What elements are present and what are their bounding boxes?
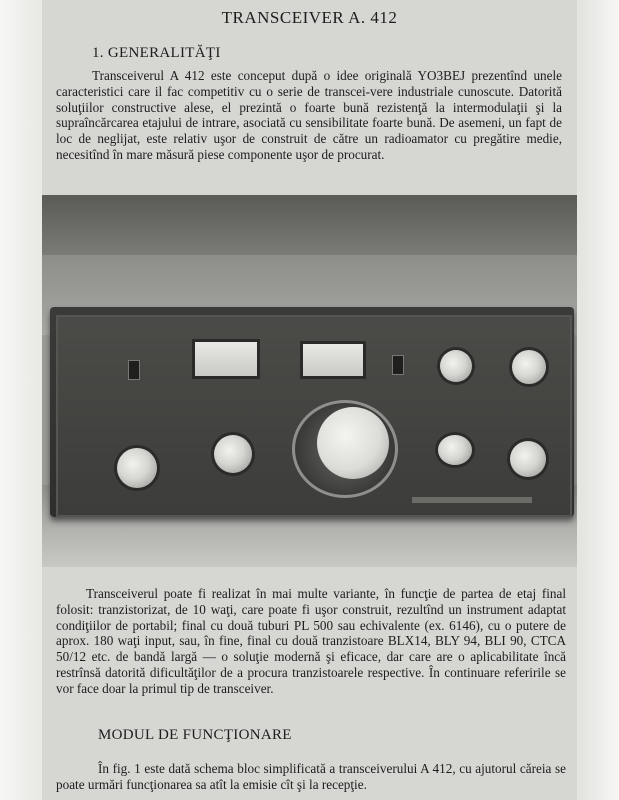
knob-bottom-right-2 bbox=[510, 441, 546, 477]
knob-bottom-left bbox=[117, 448, 157, 488]
photo-shadow bbox=[42, 195, 577, 255]
panel-label-strip bbox=[412, 497, 532, 503]
paragraph-block-diagram: În fig. 1 este dată schema bloc simplificată a transceiverului A 412, cu ajutorul căreia se poate urmări funcţionarea sa atît la emisie cît şi la recepţie. bbox=[56, 761, 566, 792]
knob-top-right-2 bbox=[512, 350, 546, 384]
tuning-dial-knob bbox=[317, 407, 389, 479]
page-title: TRANSCEIVER A. 412 bbox=[221, 8, 398, 27]
paragraph-intro: Transceiverul A 412 este conceput după o idee originală YO3BEJ prezentînd unele caracteristici care il fac competitiv cu o serie de transcei-vere industriale cunoscute. Datorită soluţiilor constructive alese, el prezintă o foarte bună rezistenţă la intermodulaţii şi la supraîncărcarea etajului de intrare, asociată cu sensibilitate foarte bună. De asemeni, un fapt de loc de neglijat, este relativ uşor de construit de către un radioamator cu pregătire medie, necesitînd în mare măsură piese componente uşor de procurat. bbox=[56, 68, 562, 162]
meter-left bbox=[192, 339, 260, 379]
transceiver-photo bbox=[42, 195, 577, 567]
section-heading-functionare: MODUL DE FUNCŢIONARE bbox=[98, 727, 292, 743]
knob-bottom-right-1 bbox=[438, 435, 472, 465]
toggle-switch bbox=[392, 355, 404, 375]
knob-mid-left bbox=[214, 435, 252, 473]
knob-top-right-1 bbox=[440, 350, 472, 382]
toggle-switch bbox=[128, 360, 140, 380]
meter-right bbox=[300, 341, 366, 379]
section-heading-generalitati: 1. GENERALITĂŢI bbox=[92, 45, 221, 61]
paragraph-variants: Transceiverul poate fi realizat în mai multe variante, în funcţie de partea de etaj final folosit: tranzistorizat, de 10 waţi, care poate fi uşor construit, rezultînd un instrument adaptat condiţiilor de portabil; final cu două tuburi PL 500 sau echivalente (ex. 6146), cu o putere de aprox. 180 waţi input, sau, în fine, final cu două tranzistoare BLX14, BLY 94, BLI 90, CTCA 50/12 etc. de bandă largă — o soluţie modernă şi eficace, dar care are o aplicabilitate încă restrînsă datorită dificultăţilor de a procura tranzistoarele respective. În continuare referirile se vor face doar la primul tip de transceiver. bbox=[56, 586, 566, 696]
